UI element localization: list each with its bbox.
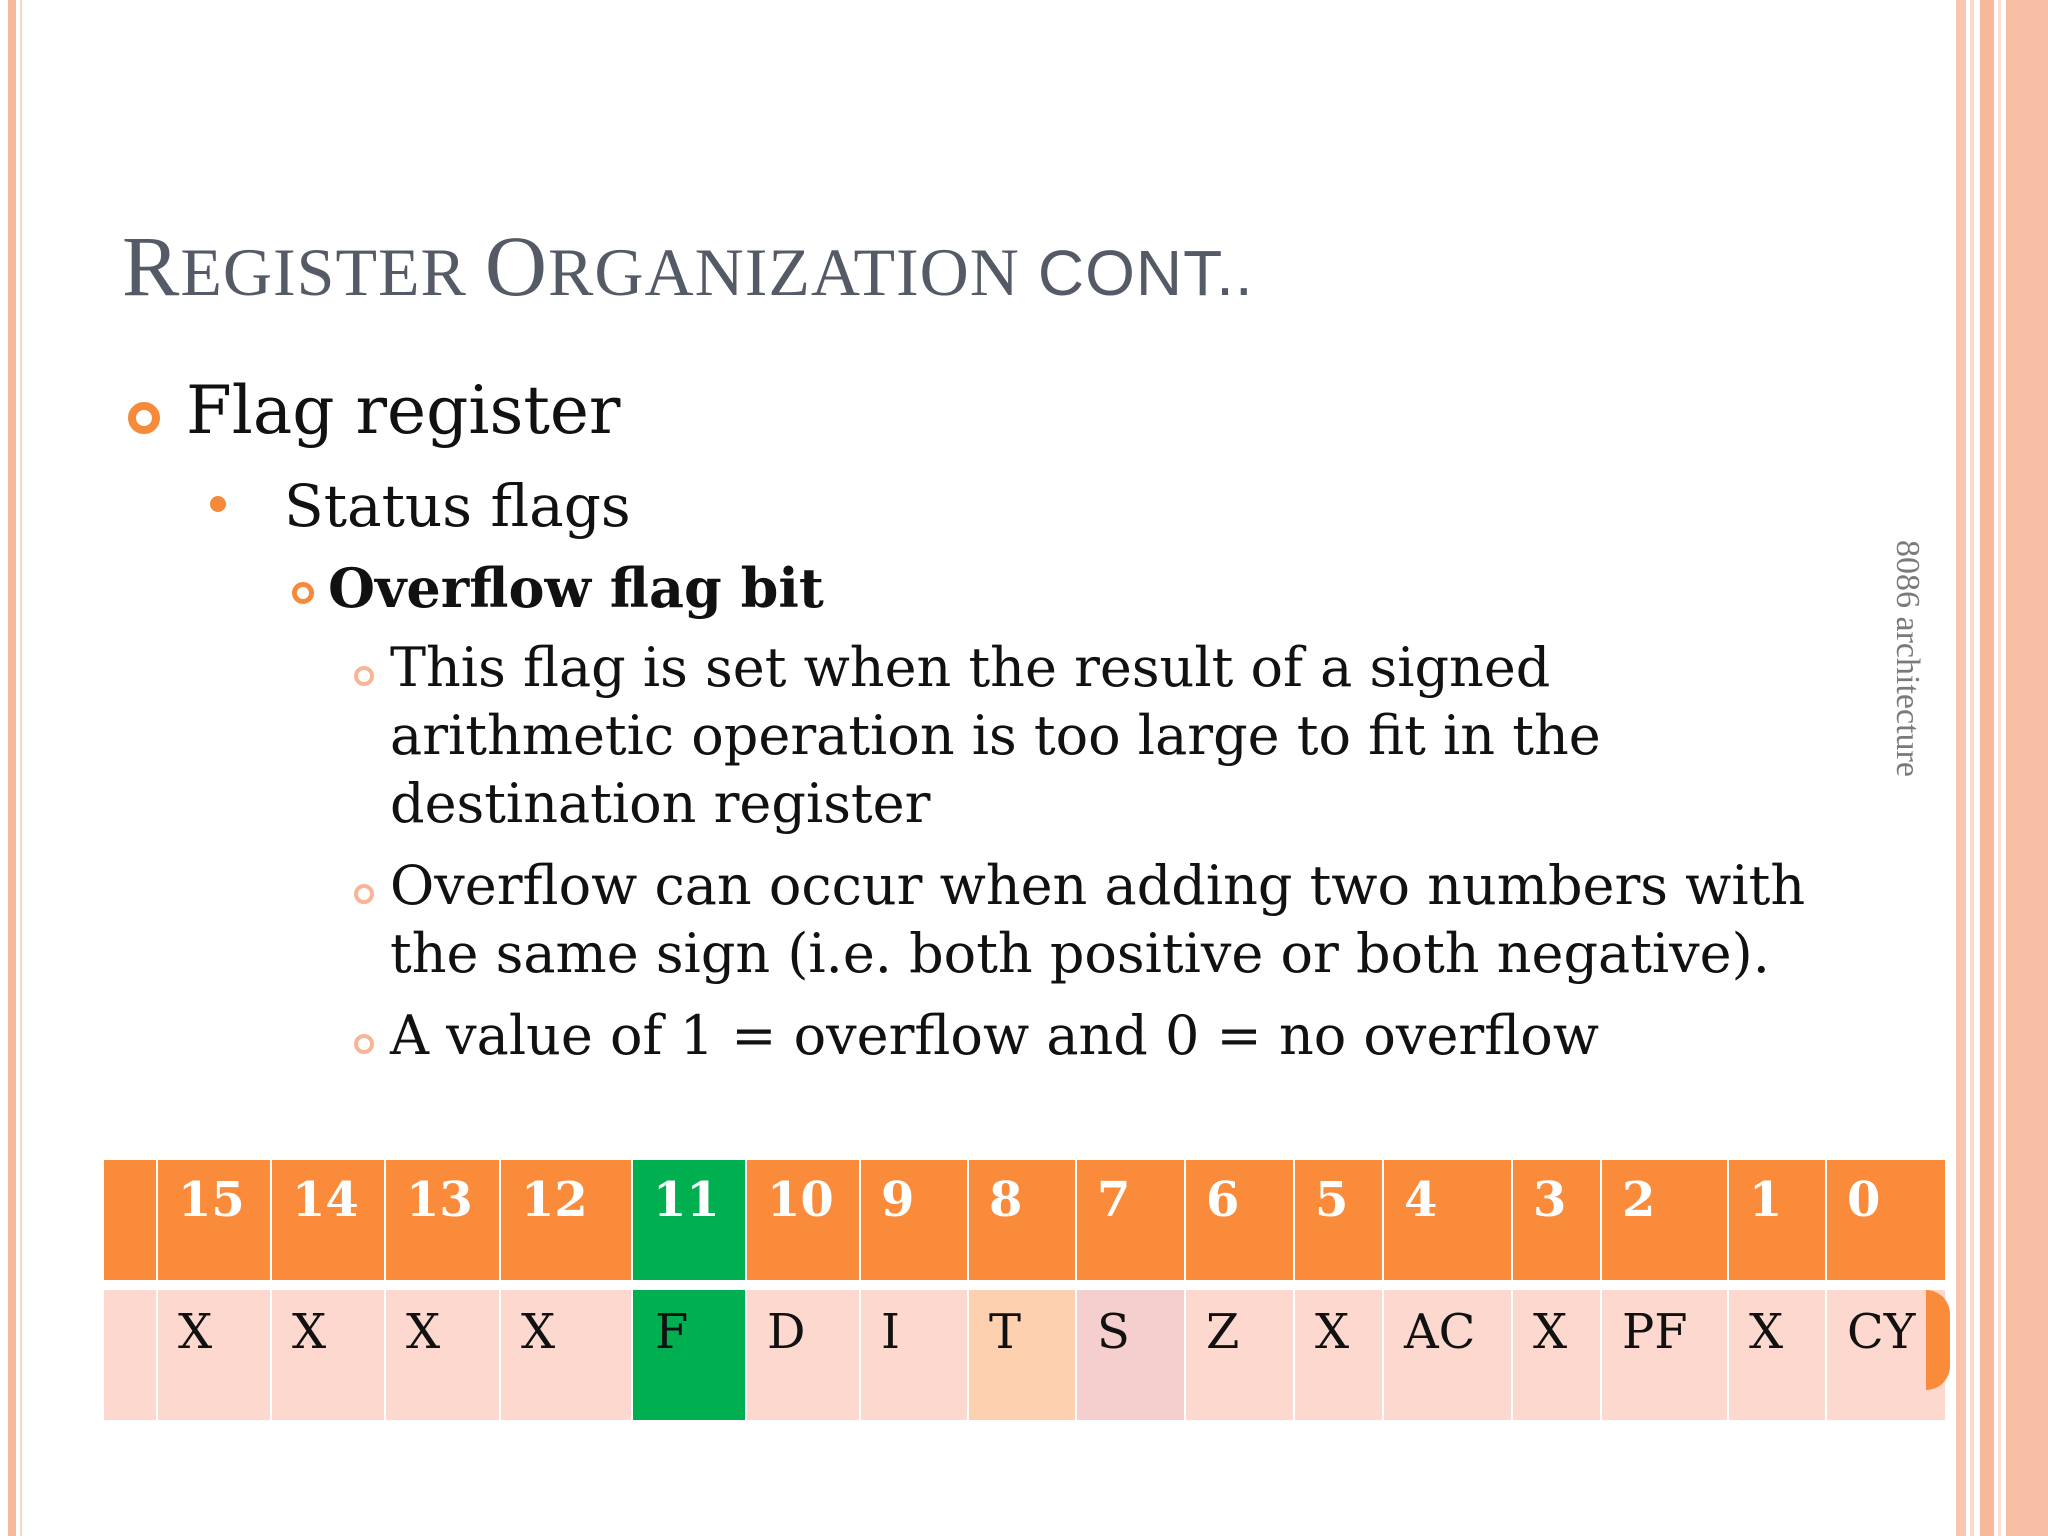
bit-cell: 1 <box>1729 1160 1825 1280</box>
bullet-text-line: the same sign (i.e. both positive or both negative). <box>390 922 1770 985</box>
bullet-dot-icon <box>210 496 226 512</box>
value-blank-cell <box>104 1290 156 1420</box>
bit-cell: 0 <box>1827 1160 1945 1280</box>
bit-cell: 8 <box>969 1160 1075 1280</box>
flag-name-cell: X <box>1295 1290 1382 1420</box>
flag-name-cell: X <box>272 1290 384 1420</box>
bit-cell: 2 <box>1602 1160 1727 1280</box>
bullet-text-line: A value of 1 = overflow and 0 = no overflow <box>390 1004 1599 1067</box>
right-border-line <box>2006 0 2048 1536</box>
right-border-line <box>1980 0 1994 1536</box>
bullet-flag-register: Flag register <box>186 372 621 449</box>
flag-name-cell: T <box>969 1290 1075 1420</box>
left-border-line-thin <box>20 0 22 1536</box>
bullet-text-line: Overflow can occur when adding two numbers with <box>390 854 1806 917</box>
bit-cell: 13 <box>386 1160 499 1280</box>
bit-cell: 9 <box>861 1160 967 1280</box>
flag-name-cell: X <box>1513 1290 1600 1420</box>
bullet-ring-icon <box>292 582 314 604</box>
bit-cell: 10 <box>747 1160 859 1280</box>
flag-register-table <box>104 1160 1945 1420</box>
flag-name-cell: S <box>1077 1290 1184 1420</box>
flag-name-cell: X <box>158 1290 270 1420</box>
bullet-text-line: arithmetic operation is too large to fit in the <box>390 704 1601 767</box>
orange-tab-decoration <box>1926 1290 1950 1390</box>
side-footer-label: 8086 architecture <box>1889 540 1926 777</box>
bit-cell: 6 <box>1186 1160 1293 1280</box>
bit-cell: 14 <box>272 1160 384 1280</box>
bullet-text-line: This flag is set when the result of a signed <box>390 636 1551 699</box>
right-border-line <box>1998 0 2001 1536</box>
bit-cell: 4 <box>1384 1160 1511 1280</box>
bullet-ring-small-icon <box>354 666 374 686</box>
bit-cell: 15 <box>158 1160 270 1280</box>
left-border-line <box>8 0 16 1536</box>
bit-cell: 3 <box>1513 1160 1600 1280</box>
flag-name-cell: D <box>747 1290 859 1420</box>
flag-name-cell: AC <box>1384 1290 1511 1420</box>
bullet-ring-icon <box>128 402 160 434</box>
header-blank-cell <box>104 1160 156 1280</box>
bit-cell: 12 <box>501 1160 631 1280</box>
bullet-status-flags: Status flags <box>284 472 631 540</box>
right-border-line <box>1956 0 1966 1536</box>
flag-name-cell: CY <box>1827 1290 1945 1420</box>
flag-name-cell: X <box>1729 1290 1825 1420</box>
right-border-line <box>1970 0 1974 1536</box>
flag-name-cell: X <box>386 1290 499 1420</box>
bit-cell-highlighted: 11 <box>633 1160 745 1280</box>
bullet-ring-small-icon <box>354 884 374 904</box>
bit-cell: 7 <box>1077 1160 1184 1280</box>
bullet-overflow-flag: Overflow flag bit <box>328 556 824 620</box>
flag-name-cell: X <box>501 1290 631 1420</box>
flag-name-cell: Z <box>1186 1290 1293 1420</box>
flag-name-cell-highlighted: F <box>633 1290 745 1420</box>
bullet-ring-small-icon <box>354 1034 374 1054</box>
bit-cell: 5 <box>1295 1160 1382 1280</box>
flag-name-cell: I <box>861 1290 967 1420</box>
flag-name-cell: PF <box>1602 1290 1727 1420</box>
slide-title: REGISTER ORGANIZATION CONT.. <box>122 218 1254 314</box>
bullet-text-line: destination register <box>390 772 931 835</box>
